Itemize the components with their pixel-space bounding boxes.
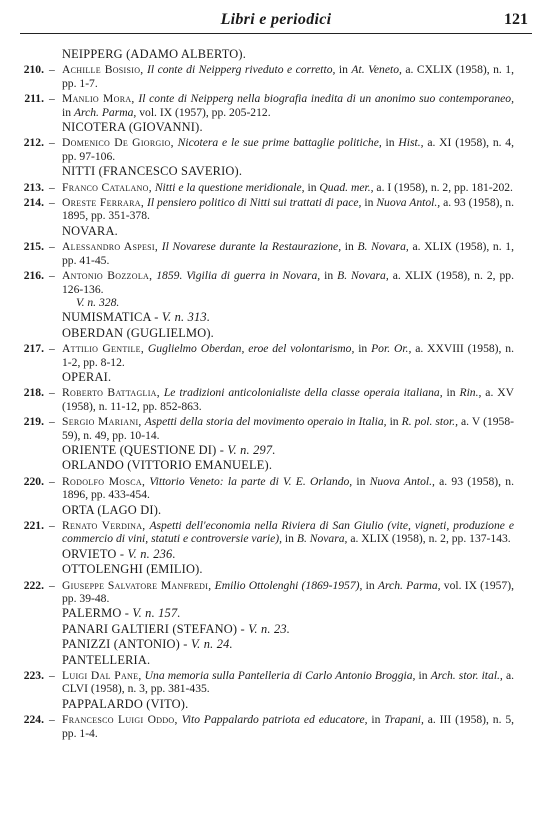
entry-number: 210.	[23, 63, 44, 77]
bibliography-entry	[0, 669, 550, 696]
entry-title: Il Novarese durante la Restaurazione,	[161, 240, 342, 254]
entry-author: Alessandro Aspesi,	[62, 240, 159, 254]
entry-in: in	[365, 578, 375, 592]
bibliography-entry	[0, 342, 550, 369]
topic-heading	[62, 504, 550, 517]
entry-details: a. 93 (1958), n. 1895, pp. 351-378.	[62, 196, 515, 223]
entry-author: Giuseppe Salvatore Manfredi,	[62, 578, 212, 592]
bibliography-entry	[0, 713, 550, 740]
entry-dash: –	[49, 578, 55, 592]
entry-source: B. Novara,	[337, 269, 389, 283]
entry-source: Arch. stor. ital.,	[430, 669, 503, 683]
entry-title: Nicotera e le sue prime battaglie politiche,	[177, 136, 382, 150]
entry-in: in	[324, 269, 334, 283]
entry-text	[62, 181, 514, 194]
topic-heading	[62, 48, 550, 61]
entry-details: vol. IX (1957), pp. 39-48.	[62, 578, 514, 606]
entry-details: vol. IX (1957), pp. 205-212.	[139, 105, 271, 119]
entry-author: Luigi Dal Pane,	[62, 669, 142, 683]
entry-number: 218.	[23, 386, 44, 400]
bibliography-entry	[0, 240, 550, 267]
bibliography-entry	[0, 92, 550, 119]
topic-label: NITTI (FRANCESCO SAVERIO).	[62, 164, 243, 179]
entry-text	[62, 92, 514, 119]
entry-details: a. XLIX (1958), n. 2, pp. 137-143.	[350, 532, 511, 546]
entry-details: a. I (1958), n. 2, pp. 181-202.	[376, 180, 513, 194]
entry-source: Rin.,	[459, 386, 482, 400]
entry-title: Vito Pappalardo patriota ed educatore,	[181, 713, 368, 727]
topic-heading	[62, 371, 550, 384]
entry-text	[62, 579, 514, 606]
entry-author: Achille Bosisio,	[62, 63, 144, 77]
entry-author: Roberto Battaglia,	[62, 386, 160, 400]
topic-label: PAPPALARDO (VITO).	[62, 696, 189, 711]
topic-heading	[62, 638, 550, 651]
entry-text	[62, 269, 514, 296]
entry-source: Nuova Antol.,	[376, 196, 441, 210]
topic-label: ORVIETO -	[62, 546, 125, 561]
topic-heading	[62, 225, 550, 238]
bibliography-list	[0, 46, 550, 742]
entry-number: 214.	[23, 196, 44, 210]
entry-author: Renato Verdina,	[62, 519, 146, 532]
entry-dash: –	[49, 474, 55, 488]
topic-heading	[62, 548, 550, 561]
cross-reference: V. n. 236.	[127, 546, 176, 561]
entry-source: B. Novara,	[357, 240, 409, 254]
entry-in: in	[307, 180, 317, 194]
cross-reference: V. n. 24.	[190, 637, 233, 652]
topic-heading	[62, 459, 550, 472]
bibliography-entry	[0, 579, 550, 606]
entry-dash: –	[49, 180, 55, 194]
entry-number: 224.	[23, 713, 44, 727]
entry-title: Il conte di Neipperg nella biografia inedita di un anonimo suo contemporaneo,	[138, 92, 514, 106]
entry-number: 216.	[23, 269, 44, 283]
topic-heading	[62, 311, 550, 324]
entry-in: in	[371, 713, 381, 727]
entry-in: in	[284, 532, 294, 546]
entry-title: Vittorio Veneto: la parte di V. E. Orlando,	[149, 474, 353, 488]
cross-reference: V. n. 297.	[227, 442, 276, 457]
entry-text	[62, 196, 514, 223]
entry-number: 217.	[23, 342, 44, 356]
entry-number: 211.	[24, 92, 44, 106]
topic-label: OBERDAN (GUGLIELMO).	[62, 325, 214, 340]
entry-title: Il pensiero politico di Nitti sui trattati di pace,	[146, 196, 362, 210]
bibliography-entry	[0, 196, 550, 223]
entry-dash: –	[49, 269, 55, 283]
entry-author: Franco Catalano,	[62, 180, 152, 194]
entry-title: Una memoria sulla Pantelleria di Carlo Antonio Broggia,	[144, 669, 416, 683]
topic-label: NICOTERA (GIOVANNI).	[62, 120, 203, 135]
entry-text	[62, 240, 514, 267]
entry-number: 220.	[23, 474, 44, 488]
entry-source: Trapani,	[384, 713, 424, 727]
entry-title: Aspetti della storia del movimento operaio in Italia,	[144, 415, 387, 429]
cross-reference: V. n. 313.	[161, 310, 211, 325]
entry-dash: –	[49, 415, 55, 429]
entry-author: Antonio Bozzola,	[62, 269, 153, 283]
entry-details: a. CLVI (1958), n. 3, pp. 381-435.	[62, 669, 515, 696]
bibliography-entry	[0, 136, 550, 163]
entry-details: a. V (1958-59), n. 49, pp. 10-14.	[62, 415, 515, 442]
entry-in: in	[344, 240, 354, 254]
topic-label: PANTELLERIA.	[62, 652, 151, 667]
topic-label: NOVARA.	[62, 223, 118, 238]
topic-label: NUMISMATICA -	[62, 310, 159, 325]
entry-text	[62, 63, 514, 90]
entry-source: Quad. mer.,	[319, 180, 374, 194]
topic-heading	[62, 698, 550, 711]
topic-label: NEIPPERG (ADAMO ALBERTO).	[62, 47, 247, 61]
cross-reference: V. n. 23.	[248, 621, 291, 636]
entry-title: Il conte di Neipperg riveduto e corretto,	[147, 63, 336, 77]
topic-label: OPERAI.	[62, 369, 112, 384]
page-header	[20, 9, 532, 34]
topic-heading	[62, 121, 550, 134]
entry-dash: –	[49, 386, 55, 400]
entry-text	[62, 475, 514, 502]
entry-source: At. Veneto,	[351, 63, 402, 77]
entry-dash: –	[49, 240, 55, 254]
topic-heading	[62, 444, 550, 457]
entry-details: a. CXLIX (1958), n. 1, pp. 1-7.	[62, 63, 514, 90]
bibliography-entry	[0, 269, 550, 309]
entry-source: B. Novara,	[296, 532, 348, 546]
bibliography-entry	[0, 415, 550, 442]
topic-heading	[62, 563, 550, 576]
entry-author: Sergio Mariani,	[62, 415, 142, 429]
entry-dash: –	[49, 63, 55, 77]
entry-in: in	[62, 105, 72, 119]
entry-in: in	[356, 474, 366, 488]
bibliography-entry	[0, 475, 550, 502]
entry-in: in	[338, 63, 348, 77]
bibliography-entry	[0, 386, 550, 413]
entry-text	[62, 669, 514, 696]
entry-number: 215.	[23, 240, 44, 254]
topic-heading	[62, 607, 550, 620]
entry-details: a. 93 (1958), n. 1896, pp. 433-454.	[62, 474, 514, 502]
entry-source: Arch. Parma,	[377, 578, 441, 592]
topic-heading	[62, 623, 550, 636]
topic-label: ORLANDO (VITTORIO EMANUELE).	[62, 458, 273, 473]
topic-label: OTTOLENGHI (EMILIO).	[62, 562, 203, 577]
entry-title: 1859. Vigilia di guerra in Novara,	[156, 269, 321, 283]
entry-author: Manlio Mora,	[62, 92, 135, 106]
entry-text	[62, 415, 514, 442]
entry-number: 222.	[23, 578, 44, 592]
bibliography-entry	[0, 181, 550, 194]
entry-text	[62, 386, 514, 413]
entry-text	[62, 713, 514, 740]
topic-heading	[62, 165, 550, 178]
entry-dash: –	[49, 92, 55, 106]
entry-number: 223.	[23, 669, 44, 683]
running-title: Libri e periodici	[220, 11, 332, 28]
entry-source: Arch. Parma,	[73, 105, 137, 119]
entry-dash: –	[49, 669, 55, 683]
entry-title: Emilio Ottolenghi (1869-1957),	[214, 578, 363, 592]
entry-in: in	[389, 415, 399, 429]
entry-details: a. XLIX (1958), n. 2, pp. 126-136.	[62, 269, 514, 296]
entry-in: in	[364, 196, 374, 210]
entry-title: Guglielmo Oberdan, eroe del volontarismo,	[147, 342, 355, 356]
entry-text	[62, 519, 514, 546]
entry-number: 212.	[23, 136, 44, 150]
entry-number: 219.	[23, 415, 44, 429]
cross-reference: V. n. 157.	[132, 606, 181, 621]
entry-author: Oreste Ferrara,	[62, 196, 145, 210]
entry-details: a. XI (1958), n. 4, pp. 97-106.	[62, 136, 515, 163]
topic-label: ORIENTE (QUESTIONE DI) -	[62, 442, 225, 457]
topic-label: PALERMO -	[62, 606, 130, 621]
entry-source: Por. Or.,	[371, 342, 412, 356]
entry-in: in	[418, 669, 428, 683]
entry-text	[62, 136, 514, 163]
entry-source: Hist.,	[398, 136, 424, 150]
entry-author: Domenico De Giorgio,	[62, 136, 174, 150]
topic-label: PANIZZI (ANTONIO) -	[62, 637, 188, 652]
entry-in: in	[358, 342, 368, 356]
entry-dash: –	[49, 136, 55, 150]
entry-details: a. III (1958), n. 5, pp. 1-4.	[62, 713, 515, 740]
entry-dash: –	[49, 342, 55, 356]
entry-author: Francesco Luigi Oddo,	[62, 713, 178, 727]
entry-dash: –	[49, 713, 55, 727]
entry-author: Rodolfo Mosca,	[62, 474, 146, 488]
topic-heading	[62, 327, 550, 340]
entry-source: Nuova Antol.,	[369, 474, 435, 488]
entry-details: a. XLIX (1958), n. 1, pp. 41-45.	[62, 240, 514, 267]
entry-number: 221.	[23, 519, 44, 532]
bibliography-entry	[0, 519, 550, 546]
entry-details: a. XXVIII (1958), n. 1-2, pp. 8-12.	[62, 342, 514, 369]
entry-in: in	[385, 136, 395, 150]
entry-title: Nitti e la questione meridionale,	[154, 180, 305, 194]
entry-dash: –	[49, 196, 55, 210]
page-number: 121	[504, 11, 528, 28]
entry-title: Aspetti dell'economia nella Riviera di San Giulio (vite, vigneti, produzione e commercio di vini, statuti e controversie varie),	[62, 519, 514, 546]
entry-dash: –	[49, 519, 55, 532]
entry-text	[62, 342, 514, 369]
cross-reference: V. n. 328.	[76, 295, 120, 309]
topic-label: PANARI GALTIERI (STEFANO) -	[62, 621, 245, 636]
topic-label: ORTA (LAGO DI).	[62, 502, 162, 517]
bibliography-entry	[0, 63, 550, 90]
topic-heading	[62, 654, 550, 667]
entry-title: Le tradizioni anticolonialiste della classe operaia italiana,	[163, 386, 443, 400]
entry-source: R. pol. stor.,	[401, 415, 458, 429]
entry-details: a. XV (1958), n. 11-12, pp. 852-863.	[62, 386, 514, 413]
entry-number: 213.	[23, 180, 44, 194]
entry-in: in	[446, 386, 456, 400]
entry-author: Attilio Gentile,	[62, 342, 145, 356]
